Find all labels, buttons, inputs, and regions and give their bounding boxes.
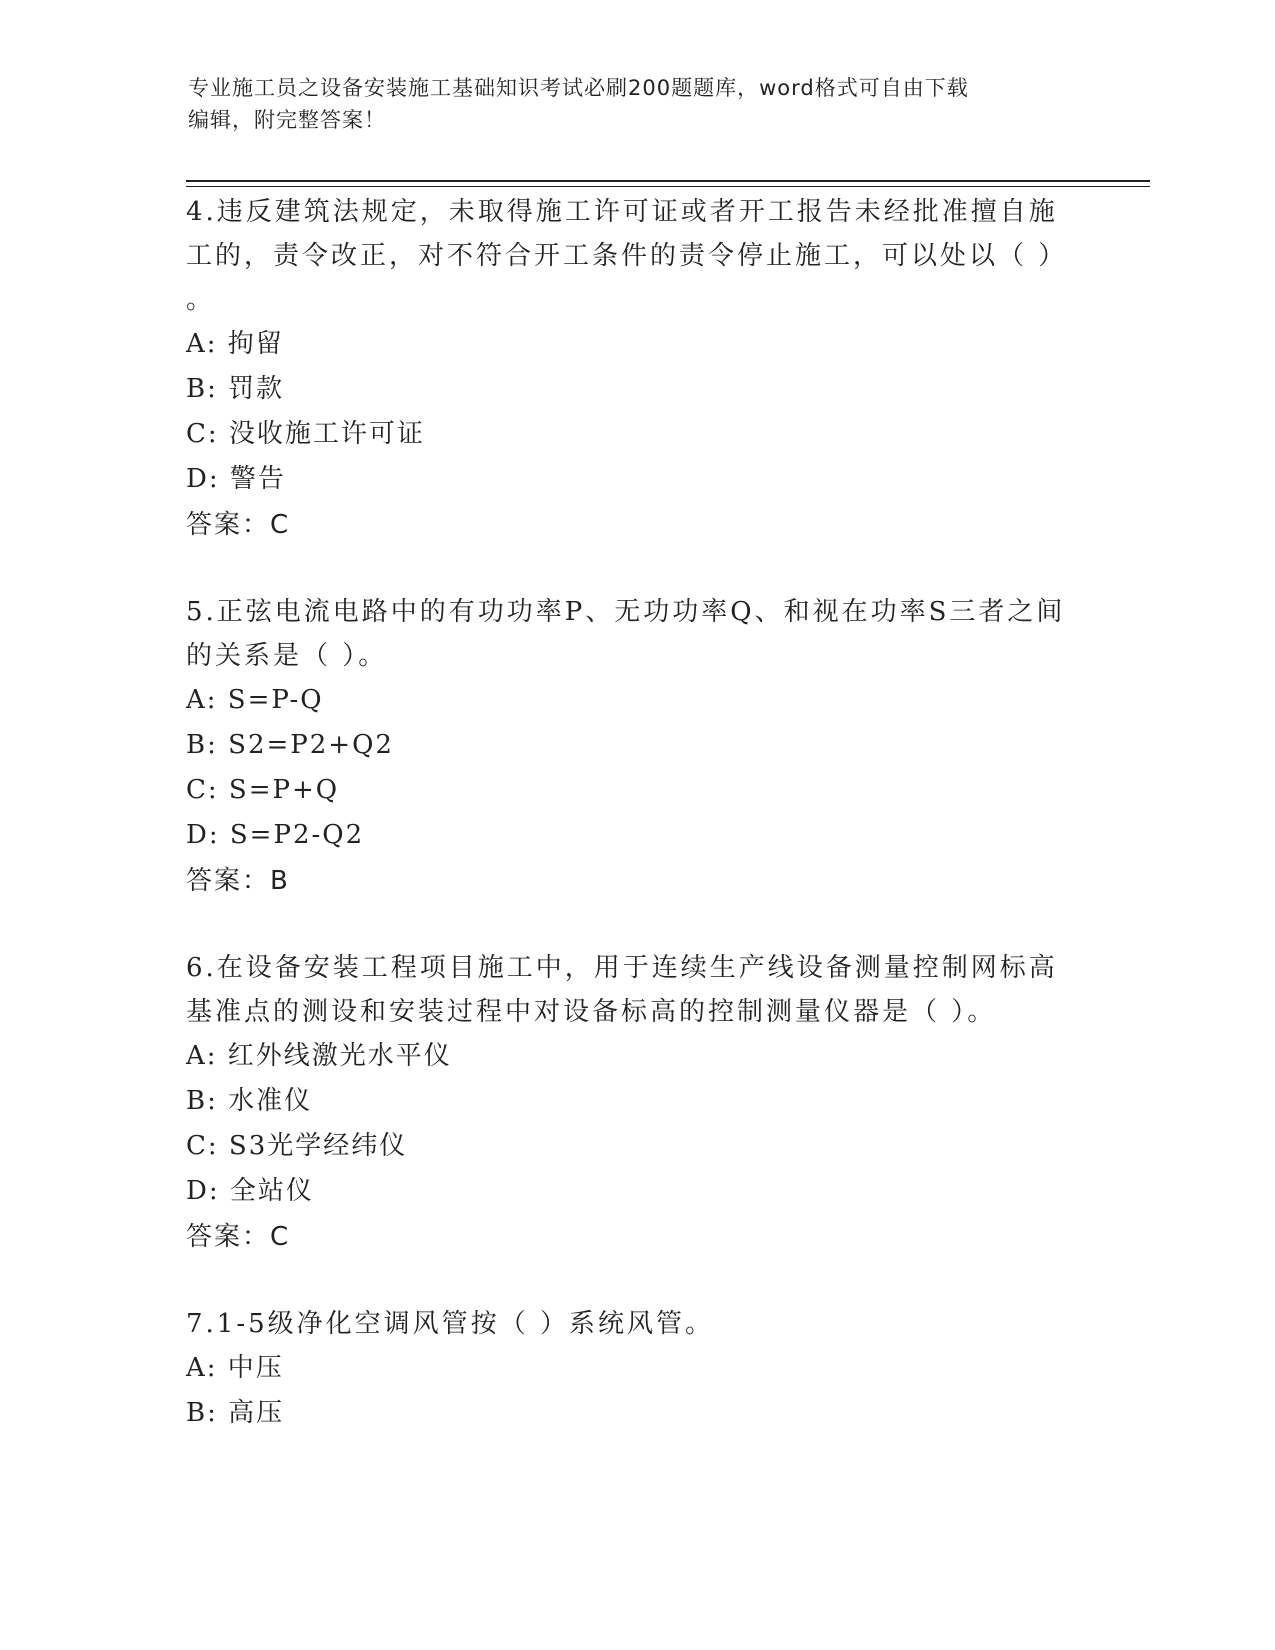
option-b: B: 水准仪 — [186, 1086, 313, 1116]
option-d: D: S=P2-Q2 — [186, 820, 365, 850]
option-c: C: 没收施工许可证 — [186, 419, 425, 449]
option-c: C: S=P+Q — [186, 775, 340, 805]
question-6 — [186, 946, 1086, 1260]
question-text-line: 6.在设备安装工程项目施工中，用于连续生产线设备测量控制网标高 — [186, 953, 1058, 983]
question-text-line: 。 — [186, 285, 216, 315]
question-text-line: 工的，责令改正，对不符合开工条件的责令停止施工，可以处以（ ） — [186, 241, 1068, 271]
question-list — [186, 190, 1086, 1436]
question-4 — [186, 190, 1086, 548]
option-b: B: 罚款 — [186, 374, 285, 404]
answer: 答案：C — [186, 1222, 291, 1252]
answer: 答案：B — [186, 866, 290, 896]
option-a: A: S=P-Q — [186, 685, 324, 715]
option-b: B: S2=P2+Q2 — [186, 730, 394, 760]
header-line-2: 编辑，附完整答案！ — [188, 108, 386, 132]
question-text-line: 的关系是（ ）。 — [186, 641, 388, 671]
header-line-1: 专业施工员之设备安装施工基础知识考试必刷200题题库，word格式可自由下载 — [188, 76, 969, 100]
question-text-line: 4.违反建筑法规定，未取得施工许可证或者开工报告未经批准擅自施 — [186, 197, 1058, 227]
option-a: A: 中压 — [186, 1353, 284, 1383]
question-5 — [186, 590, 1086, 904]
document-header — [188, 72, 1088, 136]
option-c: C: S3光学经纬仪 — [186, 1131, 408, 1161]
option-a: A: 红外线激光水平仪 — [186, 1041, 452, 1071]
question-text-line: 5.正弦电流电路中的有功功率P、无功功率Q、和视在功率S三者之间 — [186, 597, 1066, 627]
header-divider-thick — [186, 180, 1150, 182]
option-b: B: 高压 — [186, 1398, 285, 1428]
option-d: D: 全站仪 — [186, 1176, 314, 1206]
option-a: A: 拘留 — [186, 329, 284, 359]
question-text-line: 7.1-5级净化空调风管按（ ）系统风管。 — [186, 1309, 714, 1339]
option-d: D: 警告 — [186, 464, 286, 494]
question-text-line: 基准点的测设和安装过程中对设备标高的控制测量仪器是（ ）。 — [186, 997, 997, 1027]
question-7 — [186, 1302, 1086, 1436]
answer: 答案：C — [186, 510, 291, 540]
header-divider-thin — [186, 186, 1150, 187]
